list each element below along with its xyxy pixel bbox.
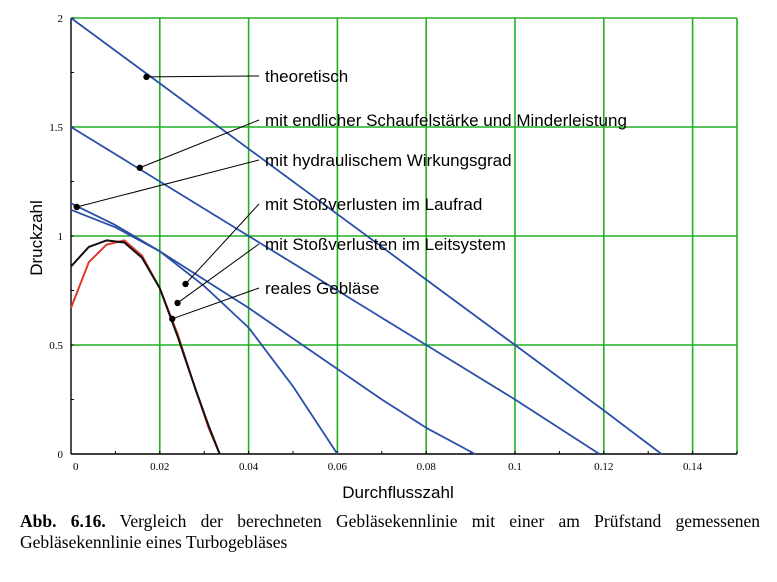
annotation-label: mit Stoßverlusten im Laufrad — [265, 195, 483, 214]
caption-text: Vergleich der berechneten Gebläsekennlinie mit einer am Prüfstand gemessenen Gebläsekennlinie eines Turbogebläses — [20, 511, 761, 552]
caption-label: Abb. 6.16. — [20, 511, 106, 531]
x-axis-title: Durchflusszahl — [342, 483, 454, 502]
annotation-dot — [143, 74, 149, 80]
annotation-dot — [169, 316, 175, 322]
annotation-label: mit Stoßverlusten im Leitsystem — [265, 235, 506, 254]
annotation-label: reales Gebläse — [265, 279, 380, 298]
annotation-dot — [182, 281, 188, 287]
annotation-label: mit hydraulischem Wirkungsgrad — [265, 151, 512, 170]
y-tick-label: 1.5 — [49, 122, 63, 134]
figure-caption — [20, 511, 760, 553]
x-tick-label: 0.02 — [150, 461, 170, 473]
y-tick-label: 0 — [57, 449, 63, 461]
leader-line — [178, 244, 259, 303]
annotation-label: mit endlicher Schaufelstärke und Minderleistung — [265, 111, 627, 130]
x-tick-label: 0.12 — [594, 461, 614, 473]
x-tick-label: 0.14 — [682, 461, 703, 473]
leader-line — [77, 160, 259, 207]
leader-line — [172, 288, 259, 319]
series-line-5 — [71, 240, 220, 454]
y-tick-label: 0.5 — [49, 340, 63, 352]
y-axis-title: Druckzahl — [27, 200, 46, 276]
y-tick-label: 1 — [57, 231, 63, 243]
x-tick-label: 0.1 — [508, 461, 522, 473]
series-line-4 — [71, 240, 220, 454]
leader-line — [146, 76, 259, 77]
annotation-dot — [74, 204, 80, 210]
annotation-label: theoretisch — [265, 67, 349, 86]
annotation-dot — [174, 300, 180, 306]
x-tick-label: 0.04 — [238, 461, 259, 473]
annotation-dot — [137, 165, 143, 171]
y-tick-label: 2 — [57, 13, 63, 25]
x-tick-label: 0.08 — [416, 461, 436, 473]
x-tick-label: 0.06 — [327, 461, 348, 473]
x-tick-label: 0 — [73, 461, 79, 473]
